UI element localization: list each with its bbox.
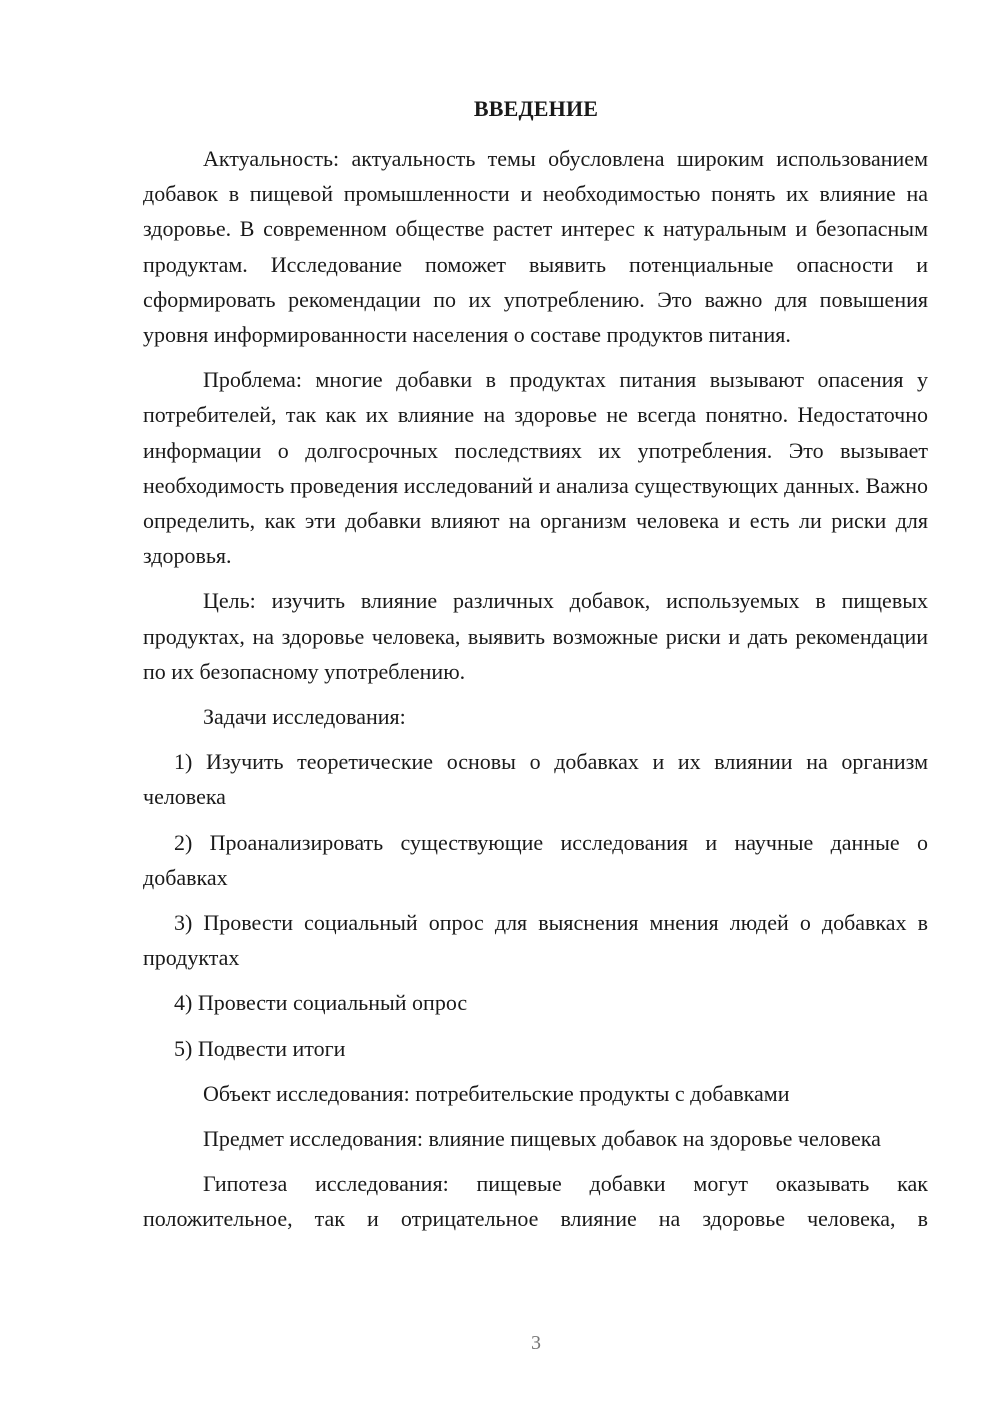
paragraph-subject: Предмет исследования: влияние пищевых добавок на здоровье человека: [203, 1126, 881, 1152]
page-title: ВВЕДЕНИЕ: [473, 96, 599, 121]
task-item-2: 2) Проанализировать существующие исследования и научные данные о добавках: [143, 829, 928, 890]
task-item-4: 4) Провести социальный опрос: [174, 990, 468, 1016]
task-item-3: 3) Провести социальный опрос для выяснения мнения людей о добавках в продуктах: [143, 910, 928, 971]
tasks-heading: Задачи исследования:: [203, 704, 406, 730]
paragraph-goal: Цель: изучить влияние различных добавок, используемых в пищевых продуктах, на здоровье человека, выявить возможные риски и дать рекомендации по их безопасному употреблению.: [143, 588, 928, 684]
paragraph-object: Объект исследования: потребительские продукты с добавками: [203, 1080, 790, 1106]
task-item-5: 5) Подвести итоги: [174, 1035, 346, 1061]
paragraph-hypothesis: Гипотеза исследования: пищевые добавки могут оказывать как положительное, так и отрицательное влияние на здоровье человека, в: [143, 1171, 928, 1232]
paragraph-relevance: Актуальность: актуальность темы обусловлена широким использованием добавок в пищевой промышленности и необходимостью понять их влияние на здоровье. В современном обществе растет интерес к натуральным и безопасным продуктам. Исследование поможет выявить потенциальные опасности и сформировать рекомендации по их употреблению. Это важно для повышения уровня информированности населения о составе продуктов питания.: [143, 146, 928, 348]
page-number: 3: [531, 1332, 541, 1354]
paragraph-problem: Проблема: многие добавки в продуктах питания вызывают опасения у потребителей, так как их влияние на здоровье не всегда понятно. Недостаточно информации о долгосрочных последствиях их употребления. Это вызывает необходимость проведения исследований и анализа существующих данных. Важно определить, как эти добавки влияют на организм человека и есть ли риски для здоровья.: [143, 367, 928, 569]
document-body: [143, 141, 928, 1247]
task-item-1: 1) Изучить теоретические основы о добавках и их влиянии на организм человека: [143, 749, 928, 810]
